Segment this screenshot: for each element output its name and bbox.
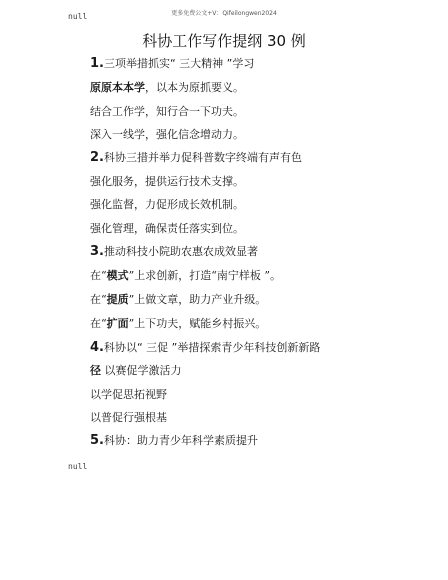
bold-keyword: 原原本本学	[90, 81, 145, 94]
outline-line	[90, 81, 244, 95]
line-text: 科协以“ 三促 ”举措探索青少年科技创新新路	[103, 341, 321, 354]
section-heading	[90, 151, 302, 165]
line-text: ，以本为原抓要义。	[145, 81, 244, 94]
outline-line	[90, 317, 266, 331]
line-text: 强化监督，力促形成长效机制。	[90, 198, 244, 211]
outline-line	[90, 175, 244, 189]
outline-line	[90, 222, 244, 236]
outline-line	[90, 293, 266, 307]
outline-line	[90, 388, 167, 402]
outline-line	[90, 269, 281, 283]
line-prefix: 在“	[90, 293, 107, 306]
line-text: 强化管理，确保责任落实到位。	[90, 222, 244, 235]
outline-line	[90, 128, 244, 142]
bold-keyword: 扩面	[106, 317, 129, 330]
line-text: 以赛促学激活力	[101, 364, 182, 377]
section-number: 4.	[90, 340, 104, 355]
section-heading	[90, 341, 320, 355]
line-text: 结合工作学，知行合一下功夫。	[90, 105, 244, 118]
outline-line	[90, 105, 244, 119]
line-text: 以学促思拓视野	[90, 388, 167, 401]
document-title: 科协工作写作提纲 30 例	[142, 32, 306, 50]
line-text: 三项举措抓实“ 三大精神 ”学习	[103, 57, 255, 70]
outline-line	[90, 364, 182, 378]
outline-line	[90, 198, 244, 212]
line-text: ”上求创新，打造“南宁样板 ”。	[128, 269, 281, 282]
bold-keyword: 径	[90, 364, 101, 377]
line-text: ”上下功夫，赋能乡村振兴。	[128, 317, 267, 330]
line-text: 推动科技小院助农惠农成效显著	[103, 245, 258, 258]
line-text: 深入一线学，强化信念增动力。	[90, 128, 244, 141]
section-number: 2.	[90, 150, 104, 165]
line-prefix: 在“	[90, 317, 107, 330]
section-heading	[90, 434, 258, 448]
line-prefix: 在“	[90, 269, 107, 282]
null-marker-top: null	[68, 12, 88, 21]
watermark-text: 更多免费公文+V：Qifeilongwen2024	[171, 10, 277, 17]
section-number: 1.	[90, 56, 104, 71]
bold-keyword: 模式	[106, 269, 129, 282]
line-text: 科协三措并举力促科普数字终端有声有色	[103, 151, 302, 164]
line-text: 科协：助力青少年科学素质提升	[103, 434, 258, 447]
line-text: 强化服务，提供运行技术支撑。	[90, 175, 244, 188]
section-number: 5.	[90, 433, 104, 448]
outline-line	[90, 411, 167, 425]
section-number: 3.	[90, 244, 104, 259]
line-text: 以普促行强根基	[90, 411, 167, 424]
bold-keyword: 提质	[106, 293, 129, 306]
null-marker-bottom: null	[68, 462, 88, 471]
section-heading	[90, 245, 258, 259]
section-heading	[90, 57, 254, 71]
line-text: ”上做文章，助力产业升级。	[128, 293, 267, 306]
